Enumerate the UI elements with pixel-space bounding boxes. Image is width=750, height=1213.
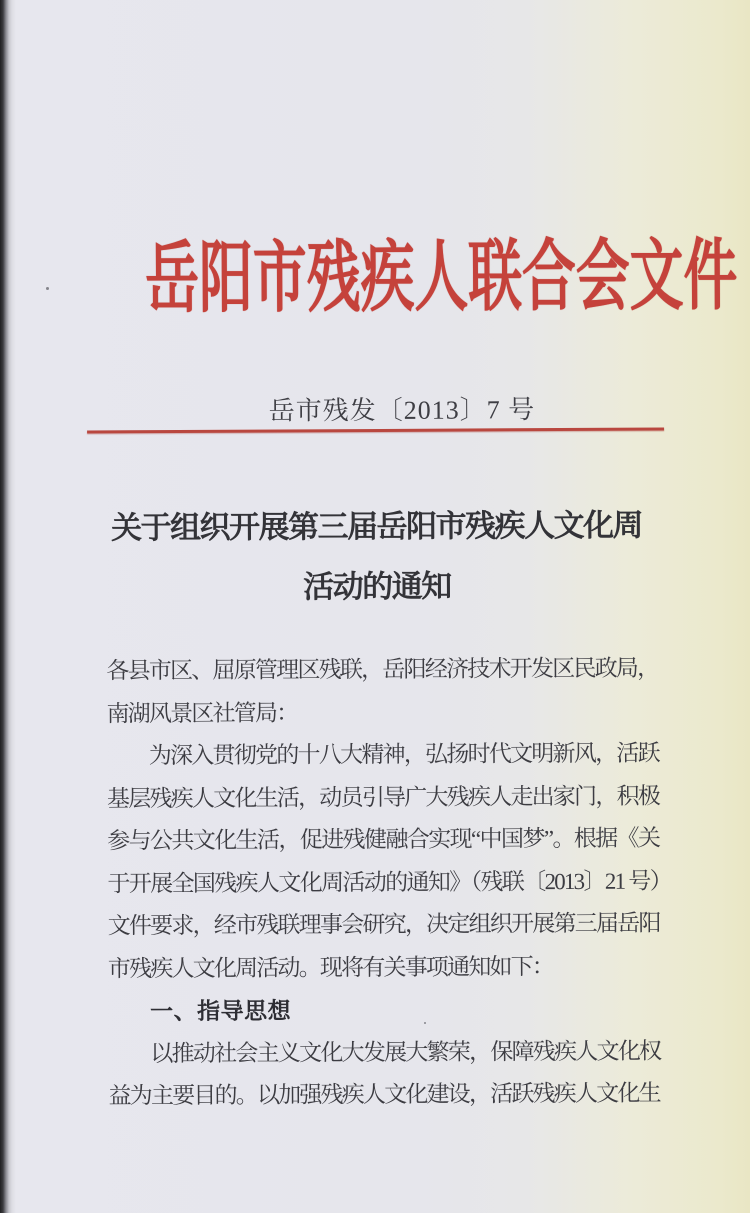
- section-1-heading: 一、指导思想: [150, 997, 292, 1025]
- document-number: 岳市残发〔2013〕7 号: [268, 395, 536, 426]
- letterhead-title: [12, 229, 750, 327]
- document-body: [106, 648, 660, 1118]
- red-divider-line: [87, 427, 664, 433]
- scan-spine-edge: [0, 0, 16, 1213]
- dust-speck: [46, 287, 49, 290]
- intro-paragraph: 为深入贯彻党的十八大精神，弘扬时代文明新风，活跃基层残疾人文化生活，动员引导广大残疾人走出家门，积极参与公共文化生活，促进残健融合实现“中国梦”。根据《关于开展全国残疾人文化周活动的通知》（残联〔2013〕21 号）文件要求，经市残联理事会研究，决定组织开展第三届岳阳市残疾人文化周活动。现将有关事项通知如下：: [106, 740, 660, 981]
- section-1-paragraph: 以推动社会主义文化大发展大繁荣，保障残疾人文化权益为主要目的。以加强残疾人文化建设，活跃残疾人文化生: [108, 1038, 661, 1109]
- notice-title: [1, 495, 750, 619]
- dust-speck: [424, 1022, 426, 1024]
- letterhead-title-text: 岳阳市残疾人联合会文件: [145, 232, 738, 323]
- addressee-line: 各县市区、屈原管理区残联，岳阳经济技术开发区民政局，南湖风景区社管局：: [106, 655, 659, 726]
- notice-title-line-1: 关于组织开展第三届岳阳市残疾人文化周: [110, 507, 643, 546]
- notice-title-line-2: 活动的通知: [303, 568, 451, 605]
